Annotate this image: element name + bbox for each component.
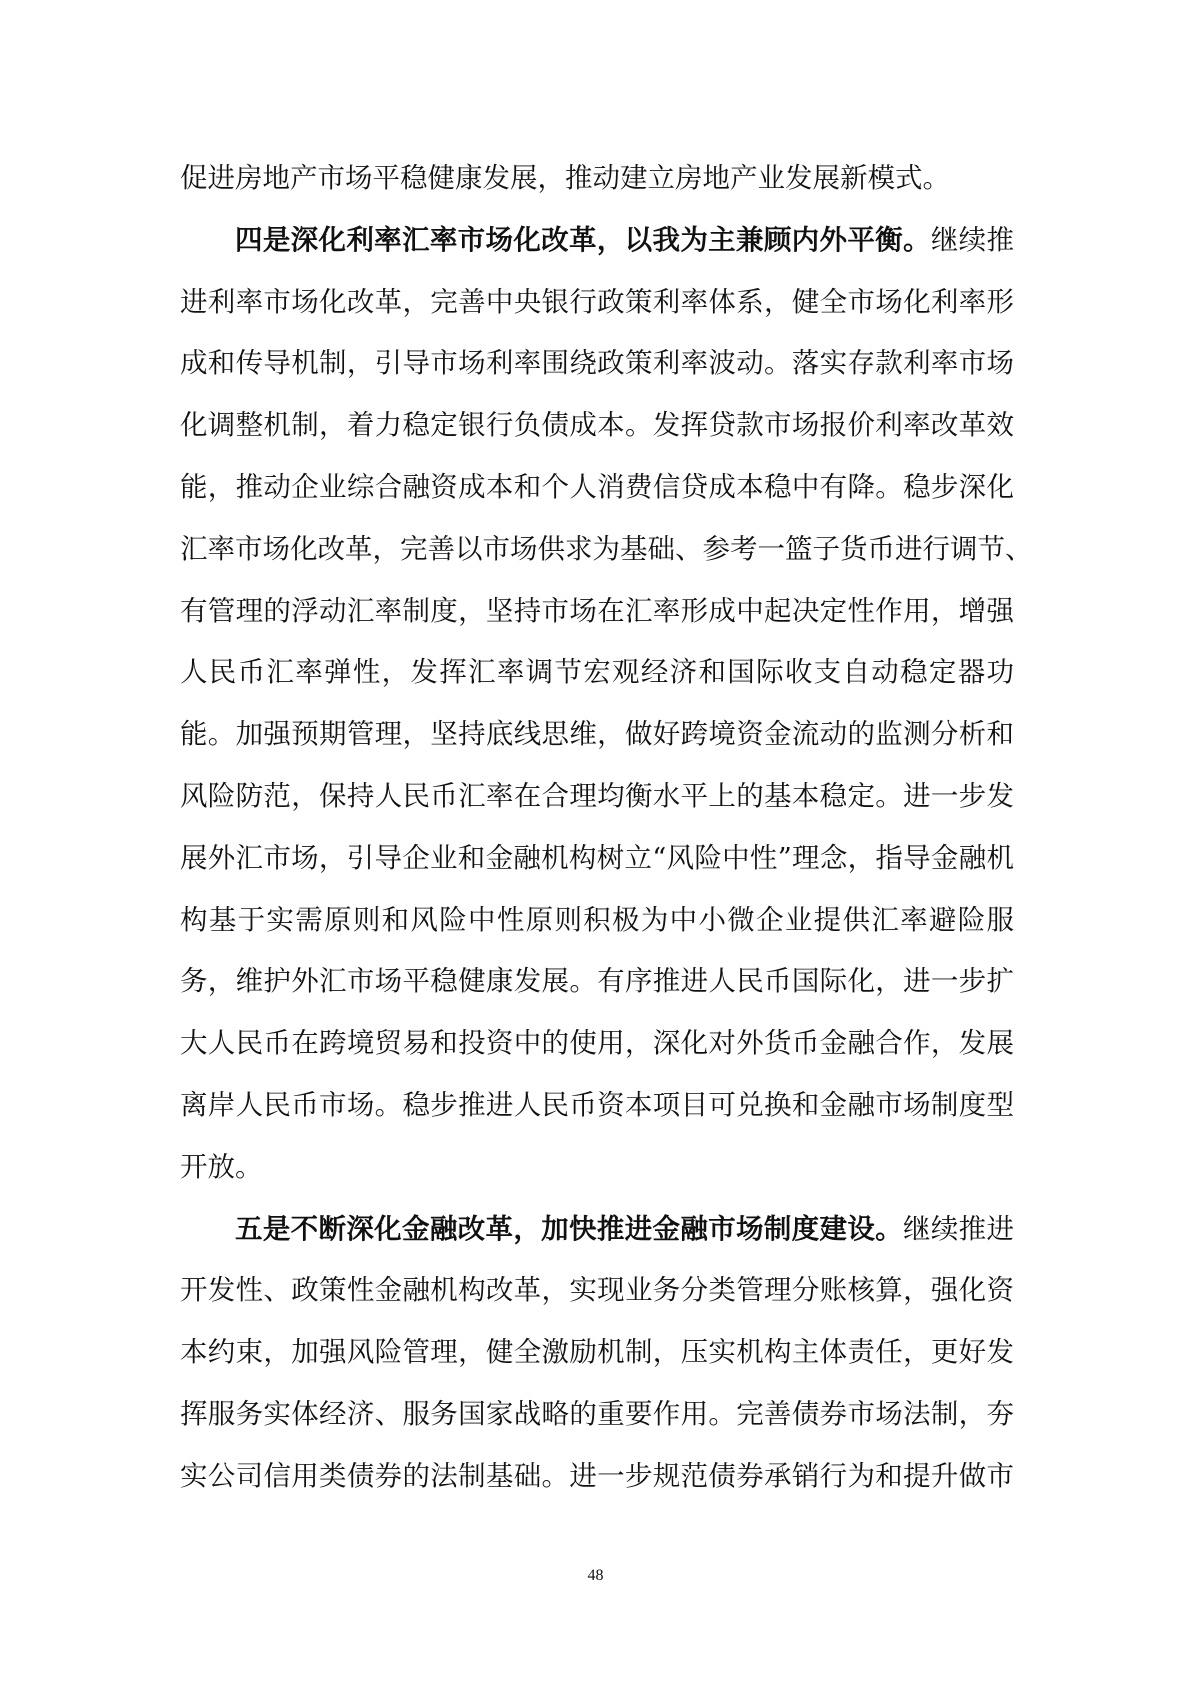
page-number: 48 [587,1567,604,1584]
text-line: 进利率市场化改革，完善中央银行政策利率体系，健全市场化利率形 [180,285,1014,318]
text-line: 成和传导机制，引导市场利率围绕政策利率波动。落实存款利率市场 [180,347,1014,380]
text-line: 挥服务实体经济、服务国家战略的重要作用。完善债券市场法制，夯 [180,1397,1014,1430]
text-line: 务，维护外汇市场平稳健康发展。有序推进人民币国际化，进一步扩 [180,965,1014,998]
text-line: 开发性、政策性金融机构改革，实现业务分类管理分账核算，强化资 [180,1274,1014,1307]
text-line: 化调整机制，着力稳定银行负债成本。发挥贷款市场报价利率改革效 [180,409,1014,442]
text-line: 风险防范，保持人民币汇率在合理均衡水平上的基本稳定。进一步发 [180,779,1014,812]
text-run: 继续推 [930,223,1015,256]
text-line: 汇率市场化改革，完善以市场供求为基础、参考一篮子货币进行调节、 [180,532,1033,565]
paragraph-heading-line [180,210,1014,272]
paragraph-heading: 四是深化利率汇率市场化改革，以我为主兼顾内外平衡。 [235,223,931,256]
text-line: 展外汇市场，引导企业和金融机构树立“风险中性”理念，指导金融机 [180,841,1014,874]
text-line: 本约束，加强风险管理，健全激励机制，压实机构主体责任，更好发 [180,1336,1014,1369]
paragraph-heading-line [180,1199,1014,1261]
text-line: 人民币汇率弹性，发挥汇率调节宏观经济和国际收支自动稳定器功 [180,656,1014,689]
document-body [180,148,1033,1508]
text-line: 能。加强预期管理，坚持底线思维，做好跨境资金流动的监测分析和 [180,718,1014,751]
text-line: 大人民币在跨境贸易和投资中的使用，深化对外货币金融合作，发展 [180,1027,1014,1060]
text-run: 继续推进 [903,1212,1014,1245]
text-line: 促进房地产市场平稳健康发展，推动建立房地产业发展新模式。 [180,162,950,194]
paragraph-heading: 五是不断深化金融改革，加快推进金融市场制度建设。 [235,1212,903,1245]
text-line: 离岸人民币市场。稳步推进人民币资本项目可兑换和金融市场制度型 [180,1088,1014,1121]
text-line: 实公司信用类债券的法制基础。进一步规范债券承销行为和提升做市 [180,1459,1014,1492]
text-line: 构基于实需原则和风险中性原则积极为中小微企业提供汇率避险服 [180,903,1014,936]
text-line: 开放。 [180,1150,263,1183]
text-line: 有管理的浮动汇率制度，坚持市场在汇率形成中起决定性作用，增强 [180,594,1014,627]
text-line: 能，推动企业综合融资成本和个人消费信贷成本稳中有降。稳步深化 [180,470,1014,503]
